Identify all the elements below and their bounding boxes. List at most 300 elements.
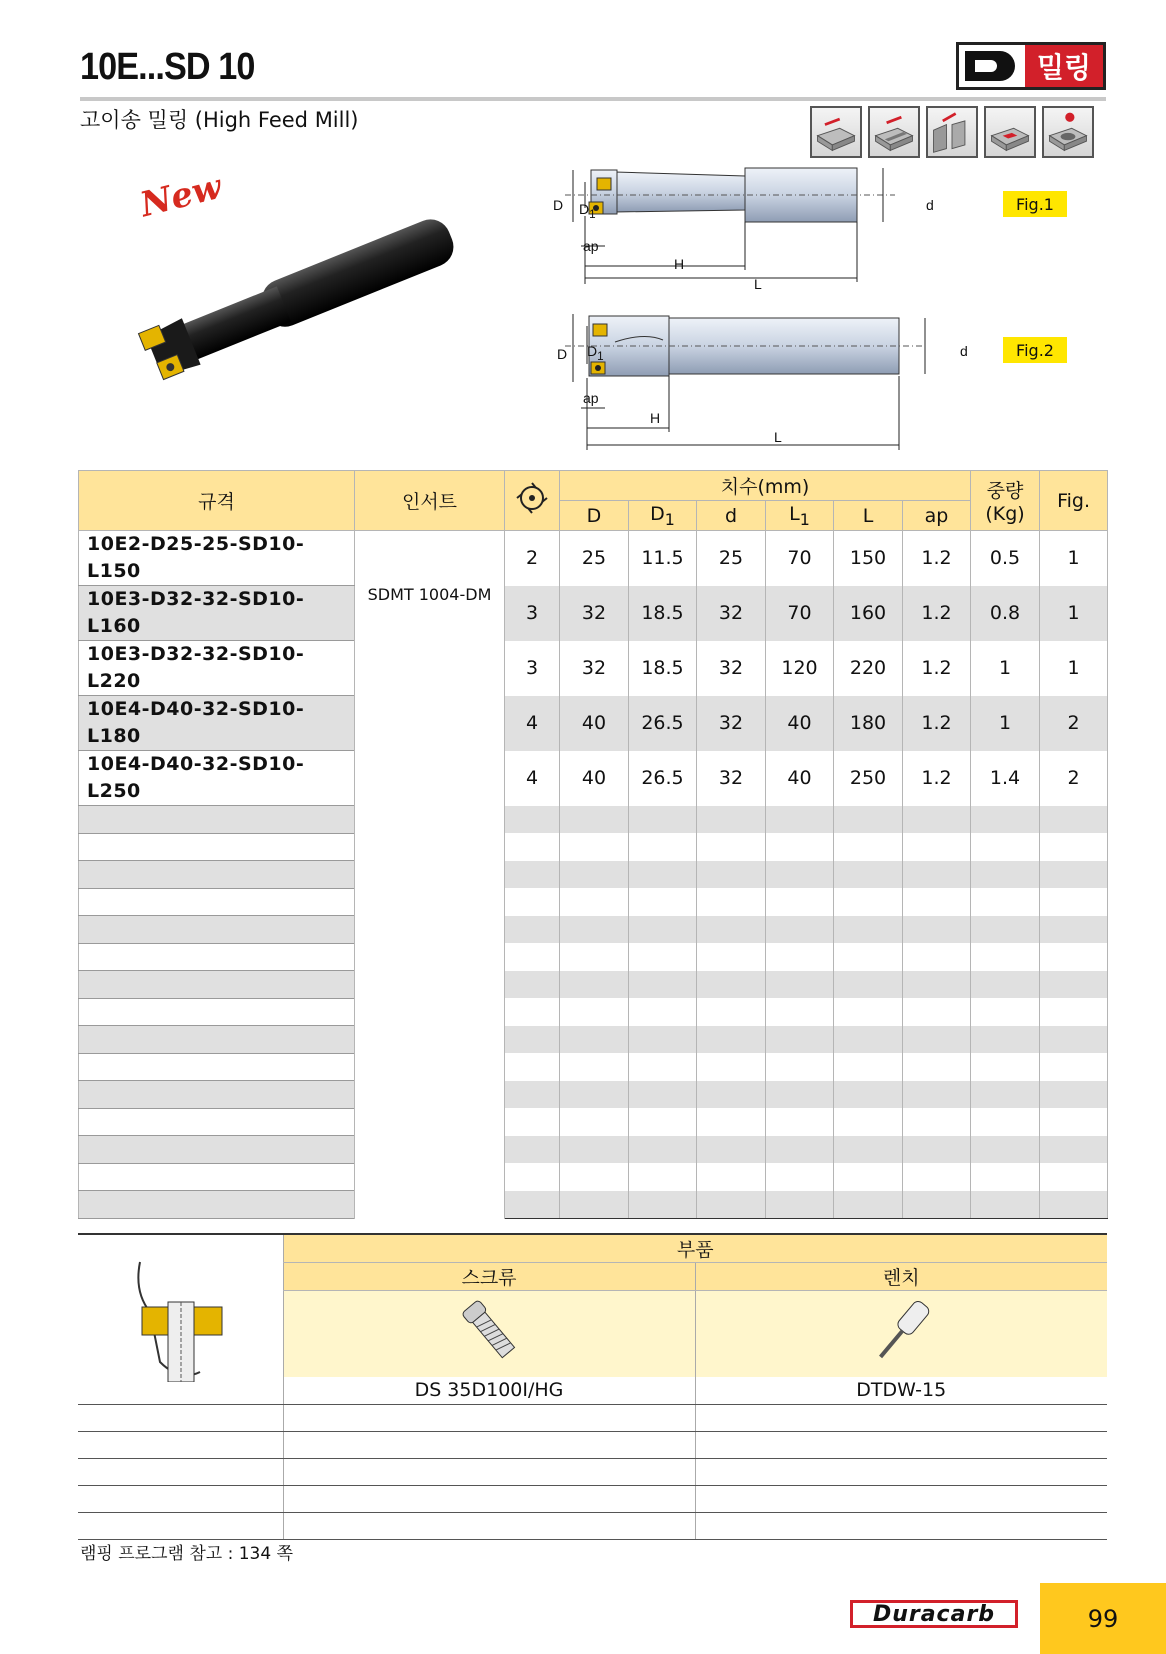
fig1-dim-L: L — [754, 276, 762, 292]
spec-cell: 10E2-D25-25-SD10-L150 — [79, 531, 355, 586]
cell-D — [560, 888, 629, 916]
col-header-weight — [971, 471, 1040, 531]
insert-clamp-diagram-cell — [78, 1234, 283, 1405]
spec-cell — [79, 1136, 355, 1164]
cell-L1 — [766, 1108, 834, 1136]
parts-blank-row — [78, 1486, 283, 1513]
duracarb-logo: Duracarb — [850, 1600, 1018, 1628]
cell-D: 40 — [560, 696, 629, 751]
cell-D1 — [629, 888, 697, 916]
cell-kg — [971, 1053, 1040, 1081]
cell-D1: 11.5 — [629, 531, 697, 586]
spec-cell — [79, 888, 355, 916]
cell-fig — [1040, 1163, 1108, 1191]
cell-ap — [903, 943, 971, 971]
fig1-dim-ap: ap — [583, 238, 599, 254]
table-row — [79, 888, 1108, 916]
spec-cell — [79, 998, 355, 1026]
table-row — [79, 1191, 1108, 1219]
cell-L: 250 — [834, 751, 903, 806]
cell-D — [560, 998, 629, 1026]
cell-d: 32 — [697, 751, 766, 806]
cell-z — [505, 1053, 560, 1081]
parts-blank-row — [78, 1405, 283, 1432]
cell-d — [697, 1163, 766, 1191]
col-header-D: D — [560, 501, 629, 531]
spec-cell — [79, 833, 355, 861]
cell-fig: 1 — [1040, 641, 1108, 696]
table-row — [79, 971, 1108, 999]
cell-L1 — [766, 806, 834, 834]
cell-ap — [903, 1081, 971, 1109]
spec-table — [78, 470, 1108, 1219]
cell-kg — [971, 971, 1040, 999]
cell-kg — [971, 943, 1040, 971]
cell-fig: 1 — [1040, 586, 1108, 641]
cell-z — [505, 943, 560, 971]
cell-kg — [971, 806, 1040, 834]
cell-fig — [1040, 888, 1108, 916]
helical-milling-icon — [1042, 106, 1094, 158]
fig2-dim-D: D — [557, 346, 568, 362]
cell-d — [697, 1081, 766, 1109]
screw-header: 스크류 — [283, 1263, 695, 1291]
fig2-dim-H: H — [650, 410, 661, 426]
cell-d — [697, 861, 766, 889]
cell-kg — [971, 1191, 1040, 1219]
cell-kg: 0.8 — [971, 586, 1040, 641]
spec-cell — [79, 1108, 355, 1136]
cell-d — [697, 1136, 766, 1164]
cell-L1 — [766, 833, 834, 861]
cell-D1: 18.5 — [629, 586, 697, 641]
cell-L — [834, 971, 903, 999]
cell-D — [560, 1108, 629, 1136]
col-header-fig: Fig. — [1040, 471, 1108, 531]
cell-ap — [903, 1108, 971, 1136]
cell-D1 — [629, 833, 697, 861]
col-header-L1-sub: 1 — [799, 509, 810, 529]
fig2-dim-D1-text: D — [587, 343, 598, 359]
spec-cell: 10E3-D32-32-SD10-L220 — [79, 641, 355, 696]
cell-L1 — [766, 971, 834, 999]
screw-icon — [449, 1296, 529, 1366]
cell-z — [505, 1191, 560, 1219]
col-header-L: L — [834, 501, 903, 531]
cell-L — [834, 1081, 903, 1109]
cell-L1 — [766, 1053, 834, 1081]
parts-blank-cell — [695, 1486, 1107, 1513]
col-header-ap: ap — [903, 501, 971, 531]
cell-L1 — [766, 1136, 834, 1164]
col-header-d: d — [697, 501, 766, 531]
cell-kg — [971, 1163, 1040, 1191]
table-row — [79, 1053, 1108, 1081]
cell-L1: 70 — [766, 531, 834, 586]
cell-ap: 1.2 — [903, 531, 971, 586]
cell-d: 32 — [697, 586, 766, 641]
cell-D: 40 — [560, 751, 629, 806]
col-header-weight-unit: (Kg) — [985, 503, 1025, 525]
parts-blank-cell — [695, 1459, 1107, 1486]
cell-z — [505, 1081, 560, 1109]
cell-z: 3 — [505, 641, 560, 696]
new-label: New — [136, 166, 226, 226]
cell-ap — [903, 1191, 971, 1219]
table-row — [79, 861, 1108, 889]
table-row — [79, 751, 1108, 806]
cell-fig — [1040, 806, 1108, 834]
cell-kg — [971, 833, 1040, 861]
table-row — [79, 998, 1108, 1026]
cell-ap — [903, 861, 971, 889]
col-header-D1-text: D — [650, 502, 665, 525]
face-milling-icon — [810, 106, 862, 158]
cell-ap — [903, 998, 971, 1026]
cell-L1: 120 — [766, 641, 834, 696]
cell-d — [697, 833, 766, 861]
cell-kg — [971, 1136, 1040, 1164]
cell-L: 160 — [834, 586, 903, 641]
col-header-L1 — [766, 501, 834, 531]
cell-kg: 0.5 — [971, 531, 1040, 586]
cell-D1: 26.5 — [629, 751, 697, 806]
fig1-dim-D1-text: D — [579, 201, 590, 217]
parts-table — [78, 1233, 1107, 1540]
slot-milling-icon — [868, 106, 920, 158]
cell-z — [505, 1136, 560, 1164]
cutter-teeth-icon — [514, 480, 550, 516]
cell-kg — [971, 1108, 1040, 1136]
spec-cell — [79, 943, 355, 971]
cell-L — [834, 943, 903, 971]
cell-d — [697, 971, 766, 999]
category-badge — [956, 42, 1106, 90]
parts-blank-cell — [695, 1432, 1107, 1459]
cell-D1 — [629, 971, 697, 999]
fig2-dim-D1 — [587, 343, 604, 363]
page-title: 10E...SD 10 — [80, 46, 255, 88]
fig2-drawing — [545, 312, 965, 452]
table-row — [79, 1163, 1108, 1191]
insert-clamp-diagram — [120, 1252, 240, 1382]
fig1-drawing — [545, 166, 925, 296]
cell-fig — [1040, 998, 1108, 1026]
cell-D1 — [629, 861, 697, 889]
cell-fig: 2 — [1040, 696, 1108, 751]
cell-kg: 1 — [971, 641, 1040, 696]
cell-L1: 70 — [766, 586, 834, 641]
cell-L1 — [766, 1026, 834, 1054]
fig1-label: Fig.1 — [1003, 191, 1067, 217]
cell-L1 — [766, 888, 834, 916]
table-row — [79, 1026, 1108, 1054]
cell-D — [560, 943, 629, 971]
cell-d — [697, 916, 766, 944]
cell-L — [834, 916, 903, 944]
cell-d — [697, 1191, 766, 1219]
cell-d — [697, 943, 766, 971]
cell-fig — [1040, 1191, 1108, 1219]
table-row — [79, 943, 1108, 971]
parts-blank-cell — [283, 1486, 695, 1513]
parts-blank-row — [78, 1432, 283, 1459]
fig1-dim-D1-sub: 1 — [589, 207, 596, 221]
fig2-dim-d: d — [960, 343, 968, 359]
cell-kg — [971, 1081, 1040, 1109]
cell-z — [505, 861, 560, 889]
spec-cell — [79, 971, 355, 999]
cell-z: 4 — [505, 696, 560, 751]
table-row — [79, 916, 1108, 944]
cell-L — [834, 1026, 903, 1054]
spec-cell — [79, 1081, 355, 1109]
table-row — [79, 833, 1108, 861]
cell-fig — [1040, 1026, 1108, 1054]
col-header-teeth — [505, 471, 560, 531]
spec-cell: 10E3-D32-32-SD10-L160 — [79, 586, 355, 641]
cell-D1 — [629, 1081, 697, 1109]
cell-L — [834, 833, 903, 861]
table-row — [79, 806, 1108, 834]
cell-D1 — [629, 998, 697, 1026]
cell-ap: 1.2 — [903, 641, 971, 696]
spec-cell — [79, 1191, 355, 1219]
cell-L1 — [766, 1191, 834, 1219]
cell-z — [505, 888, 560, 916]
ramping-note: 램핑 프로그램 참고 : 134 쪽 — [80, 1544, 293, 1564]
cell-L — [834, 1108, 903, 1136]
fig1-dim-D1 — [579, 201, 596, 221]
fig2-dim-D1-sub: 1 — [597, 349, 604, 363]
cell-ap — [903, 833, 971, 861]
cell-L: 180 — [834, 696, 903, 751]
cell-kg — [971, 916, 1040, 944]
cell-D — [560, 1136, 629, 1164]
fig1-dim-d: d — [926, 197, 934, 213]
shoulder-milling-icon — [926, 106, 978, 158]
cell-fig — [1040, 1136, 1108, 1164]
cell-d — [697, 806, 766, 834]
table-row — [79, 1081, 1108, 1109]
spec-cell — [79, 861, 355, 889]
cell-L1 — [766, 943, 834, 971]
cell-D1 — [629, 1053, 697, 1081]
spec-cell — [79, 1026, 355, 1054]
spec-cell: 10E4-D40-32-SD10-L250 — [79, 751, 355, 806]
wrench-image-cell — [695, 1291, 1107, 1377]
cell-d: 25 — [697, 531, 766, 586]
cell-L: 150 — [834, 531, 903, 586]
cell-d — [697, 1108, 766, 1136]
cell-z: 3 — [505, 586, 560, 641]
cell-fig: 2 — [1040, 751, 1108, 806]
cell-D — [560, 833, 629, 861]
cell-z — [505, 833, 560, 861]
cell-fig — [1040, 861, 1108, 889]
table-row — [79, 1136, 1108, 1164]
cell-fig: 1 — [1040, 531, 1108, 586]
cell-D1: 26.5 — [629, 696, 697, 751]
col-header-weight-label: 중량 — [986, 480, 1024, 502]
cell-z — [505, 1108, 560, 1136]
cell-L1 — [766, 998, 834, 1026]
cell-L — [834, 998, 903, 1026]
cell-ap: 1.2 — [903, 586, 971, 641]
cell-kg: 1.4 — [971, 751, 1040, 806]
cell-D — [560, 971, 629, 999]
cell-D — [560, 861, 629, 889]
cell-z — [505, 998, 560, 1026]
col-header-D1 — [629, 501, 697, 531]
table-row — [79, 586, 1108, 641]
cell-kg — [971, 1026, 1040, 1054]
parts-blank-cell — [695, 1513, 1107, 1540]
cell-D — [560, 1191, 629, 1219]
parts-blank-cell — [283, 1405, 695, 1432]
fig2-dim-ap: ap — [583, 390, 599, 406]
cell-D — [560, 1026, 629, 1054]
parts-blank-row — [78, 1513, 283, 1540]
cell-z — [505, 806, 560, 834]
fig1-dim-D: D — [553, 197, 564, 213]
table-row — [79, 1108, 1108, 1136]
cell-kg: 1 — [971, 696, 1040, 751]
cell-fig — [1040, 971, 1108, 999]
cell-z — [505, 916, 560, 944]
cell-D — [560, 1053, 629, 1081]
fig2-label: Fig.2 — [1003, 337, 1067, 363]
cell-z — [505, 971, 560, 999]
cell-fig — [1040, 1053, 1108, 1081]
cell-ap — [903, 806, 971, 834]
fig2-dim-L: L — [774, 429, 782, 445]
cell-fig — [1040, 943, 1108, 971]
cell-L: 220 — [834, 641, 903, 696]
cell-d — [697, 1053, 766, 1081]
cell-ap — [903, 1136, 971, 1164]
cell-z — [505, 1163, 560, 1191]
cell-ap — [903, 916, 971, 944]
pocket-milling-icon — [984, 106, 1036, 158]
cell-ap — [903, 971, 971, 999]
cell-kg — [971, 861, 1040, 889]
cell-D1 — [629, 1108, 697, 1136]
end-mill-product-image — [120, 210, 500, 420]
cell-D1: 18.5 — [629, 641, 697, 696]
parts-blank-row — [78, 1459, 283, 1486]
cell-z: 4 — [505, 751, 560, 806]
parts-blank-cell — [283, 1459, 695, 1486]
cell-D1 — [629, 1136, 697, 1164]
cell-L — [834, 806, 903, 834]
cell-L1: 40 — [766, 696, 834, 751]
cell-L — [834, 1191, 903, 1219]
wrench-code: DTDW-15 — [695, 1377, 1107, 1405]
parts-blank-cell — [283, 1432, 695, 1459]
cell-ap: 1.2 — [903, 751, 971, 806]
cell-fig — [1040, 916, 1108, 944]
cell-d: 32 — [697, 641, 766, 696]
page-subtitle: 고이송 밀링 (High Feed Mill) — [80, 108, 359, 132]
table-row — [79, 641, 1108, 696]
cell-ap — [903, 1163, 971, 1191]
cell-ap — [903, 1026, 971, 1054]
parts-blank-cell — [283, 1513, 695, 1540]
cell-L1 — [766, 1163, 834, 1191]
cell-L — [834, 1053, 903, 1081]
d-logo-icon — [959, 45, 1025, 87]
table-row — [79, 696, 1108, 751]
cell-kg — [971, 998, 1040, 1026]
spec-cell: 10E4-D40-32-SD10-L180 — [79, 696, 355, 751]
wrench-header: 렌치 — [695, 1263, 1107, 1291]
cell-D — [560, 806, 629, 834]
insert-cell: SDMT 1004-DM — [355, 531, 505, 1219]
wrench-icon — [861, 1296, 941, 1366]
col-header-dims: 치수(mm) — [560, 471, 971, 501]
col-header-spec: 규격 — [79, 471, 355, 531]
parts-blank-cell — [695, 1405, 1107, 1432]
title-rule — [80, 97, 1106, 101]
cell-fig — [1040, 1108, 1108, 1136]
cell-d — [697, 998, 766, 1026]
spec-cell — [79, 1163, 355, 1191]
cell-D1 — [629, 943, 697, 971]
cell-D — [560, 1081, 629, 1109]
cell-fig — [1040, 1081, 1108, 1109]
cell-D — [560, 916, 629, 944]
screw-image-cell — [283, 1291, 695, 1377]
cell-D: 32 — [560, 586, 629, 641]
cell-L — [834, 861, 903, 889]
col-header-D1-sub: 1 — [664, 509, 675, 529]
cell-L1 — [766, 861, 834, 889]
parts-title: 부품 — [283, 1234, 1107, 1263]
col-header-insert: 인서트 — [355, 471, 505, 531]
fig1-dim-H: H — [674, 256, 685, 272]
cell-L1: 40 — [766, 751, 834, 806]
cell-ap — [903, 888, 971, 916]
cell-D1 — [629, 1163, 697, 1191]
cell-D1 — [629, 806, 697, 834]
cell-L — [834, 1163, 903, 1191]
cell-ap — [903, 1053, 971, 1081]
cell-D1 — [629, 916, 697, 944]
col-header-L1-text: L — [789, 502, 800, 525]
spec-cell — [79, 916, 355, 944]
cell-L1 — [766, 916, 834, 944]
cell-D: 25 — [560, 531, 629, 586]
cell-kg — [971, 888, 1040, 916]
cell-d: 32 — [697, 696, 766, 751]
cell-d — [697, 1026, 766, 1054]
table-row — [79, 531, 1108, 586]
cell-z — [505, 1026, 560, 1054]
screw-code: DS 35D100I/HG — [283, 1377, 695, 1405]
cell-D1 — [629, 1026, 697, 1054]
cell-z: 2 — [505, 531, 560, 586]
cell-D1 — [629, 1191, 697, 1219]
spec-cell — [79, 806, 355, 834]
cell-D: 32 — [560, 641, 629, 696]
category-badge-label: 밀링 — [1025, 45, 1103, 87]
cell-L1 — [766, 1081, 834, 1109]
cell-D — [560, 1163, 629, 1191]
cell-d — [697, 888, 766, 916]
spec-cell — [79, 1053, 355, 1081]
cell-fig — [1040, 833, 1108, 861]
